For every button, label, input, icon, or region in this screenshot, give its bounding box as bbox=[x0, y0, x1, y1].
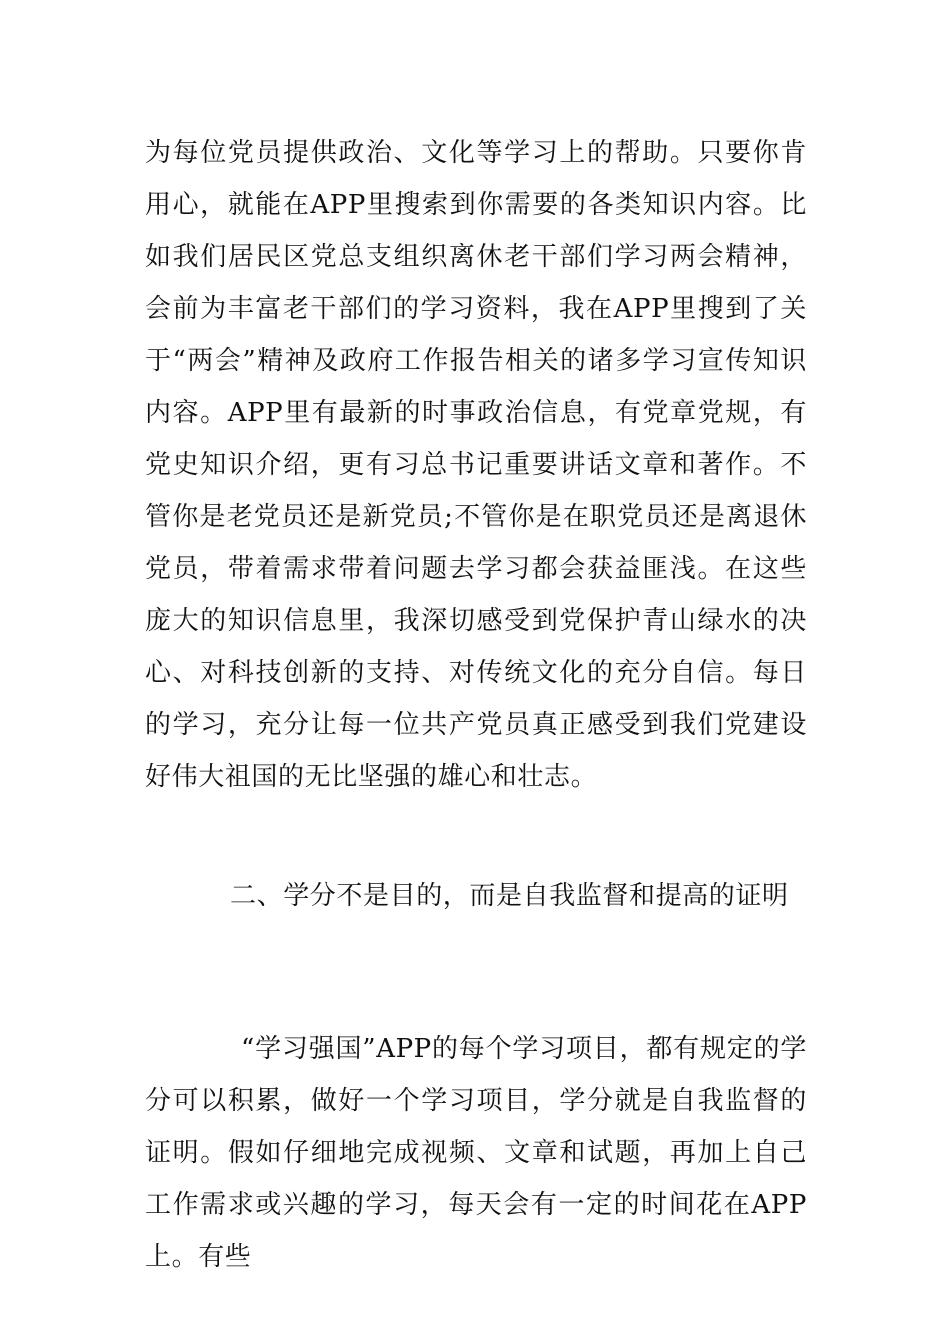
body-paragraph-app-benefits: 为每位党员提供政治、文化等学习上的帮助。只要你肯用心，就能在APP里搜索到你需要的各类知识内容。比如我们居民区党总支组织离休老干部们学习两会精神，会前为丰富老干部们的学习资料，我在APP里搜到了关于“两会”精神及政府工作报告相关的诸多学习宣传知识内容。APP里有最新的时事政治信息，有党章党规，有党史知识介绍，更有习总书记重要讲话文章和著作。不管你是老党员还是新党员;不管你是在职党员还是离退休党员，带着需求带着问题去学习都会获益匪浅。在这些庞大的知识信息里，我深切感受到党保护青山绿水的决心、对科技创新的支持、对传统文化的充分自信。每日的学习，充分让每一位共产党员真正感受到我们党建设好伟大祖国的无比坚强的雄心和壮志。 bbox=[145, 138, 807, 792]
section-heading-credits: 二、学分不是目的，而是自我监督和提高的证明 bbox=[230, 881, 789, 911]
body-paragraph-credits: “学习强国”APP的每个学习项目，都有规定的学分可以积累，做好一个学习项目，学分就是自我监督的证明。假如仔细地完成视频、文章和试题，再加上自己工作需求或兴趣的学习，每天会有一定的时间花在APP上。有些 bbox=[145, 1034, 807, 1272]
